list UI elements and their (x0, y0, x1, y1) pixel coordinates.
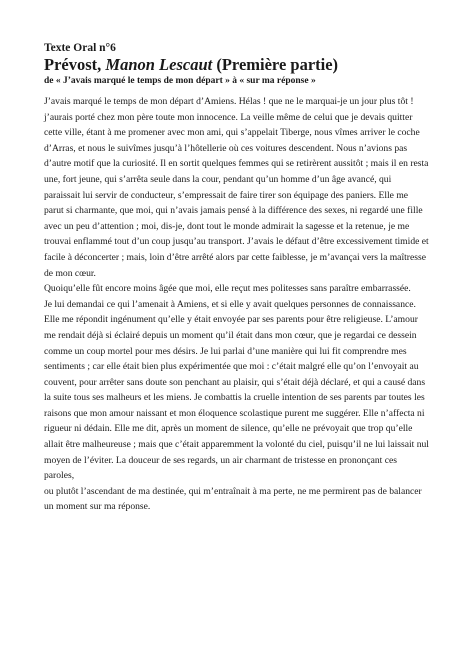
text-line: la suite tous ses malheurs et les miens. Je combattis la cruelle intention de ses parents par toutes les (44, 392, 425, 404)
title-author: Prévost, (44, 55, 106, 74)
text-line: allait être malheureuse ; mais que c’était apparemment la volonté du ciel, puisqu’il ne lui laissait nul (44, 439, 429, 451)
text-line: comme un coup mortel pour mes désirs. Je lui parlai d’une manière qui lui fit comprendre mes (44, 345, 407, 357)
title-part: (Première partie) (212, 55, 339, 74)
text-line: J’avais marqué le temps de mon départ d’Amiens. Hélas ! que ne le marquai-je un jour plus tôt ! (44, 96, 414, 107)
text-line: une, fort jeune, qui s’arrêta seule dans la cour, pendant qu’un homme d’un âge avancé, qui (44, 173, 392, 185)
text-line: un moment sur ma réponse. (44, 501, 151, 513)
text-line: moyen de l’éviter. La douceur de ses regards, un air charmant de tristesse en prononçant ces (44, 454, 397, 466)
text-line: me rendait déjà si éclairé depuis un moment qu’il était dans mon cœur, que je regardai ce dessein (44, 329, 417, 341)
text-line: avec un peu d’attention ; moi, dis-je, dont tout le monde admirait la sagesse et la retenue, je me (44, 220, 410, 232)
text-line: ou plutôt l’ascendant de ma destinée, qui m’entraînait à ma perte, ne me permirent pas de balancer (44, 485, 422, 497)
text-line: Quoiqu’elle fût encore moins âgée que moi, elle reçut mes politesses sans paraître embarrassée. (44, 283, 411, 295)
document-title (44, 55, 444, 74)
excerpt-range: de « J’avais marqué le temps de mon départ » à « sur ma réponse » (44, 76, 316, 86)
text-line: d’Arras, et nous le suivîmes jusqu’à l’hôtellerie où ces voitures descendent. Nous n’avions pas (44, 142, 408, 154)
document-header (44, 42, 444, 87)
text-line: paraissait lui servir de conducteur, s’empressait de faire tirer son équipage des paniers. Elle me (44, 189, 409, 201)
text-line: facile à déconcerter ; mais, loin d’être arrêté alors par cette faiblesse, je m’avançai vers la maîtresse (44, 251, 426, 263)
text-line: rigueur ni dédain. Elle me dit, après un moment de silence, qu’elle ne prévoyait que trop qu’elle (44, 423, 413, 435)
title-work: Manon Lescaut (105, 55, 213, 74)
text-line: Je lui demandai ce qui l’amenait à Amiens, et si elle y avait quelques personnes de connaissance. (44, 298, 416, 310)
text-line: trouvai enflammé tout d’un coup jusqu’au transport. J’avais le défaut d’être excessivement timide et (44, 236, 429, 248)
text-line: paroles, (44, 470, 75, 482)
text-line: Elle me répondit ingénument qu’elle y était envoyée par ses parents pour être religieuse. L’amour (44, 314, 418, 326)
excerpt-text (44, 94, 449, 515)
text-label: Texte Oral n°6 (44, 42, 116, 54)
text-line: cette ville, étant à me promener avec mon ami, qui s’appelait Tiberge, nous vîmes arriver le coche (44, 127, 420, 139)
text-line: de mon cœur. (44, 267, 96, 279)
text-line: couvent, pour arrêter sans doute son penchant au plaisir, qui s’était déjà déclaré, et qui a causé dans (44, 376, 426, 388)
text-line: raisons que mon amour naissant et mon éloquence scolastique purent me suggérer. Elle n’affecta ni (44, 407, 425, 419)
text-line: parut si charmante, que moi, qui n’avais jamais pensé à la différence des sexes, ni regardé une fille (44, 205, 423, 217)
text-line: d’autre motif que la curiosité. Il en sortit quelques femmes qui se retirèrent aussitôt ; mais il en resta (44, 158, 429, 170)
text-line: j’aurais porté chez mon père toute mon innocence. La veille même de celui que je devais quitter (44, 111, 413, 123)
text-line: sentiments ; car elle était bien plus expérimentée que moi : c’était malgré elle qu’on l’envoyait au (44, 361, 419, 373)
